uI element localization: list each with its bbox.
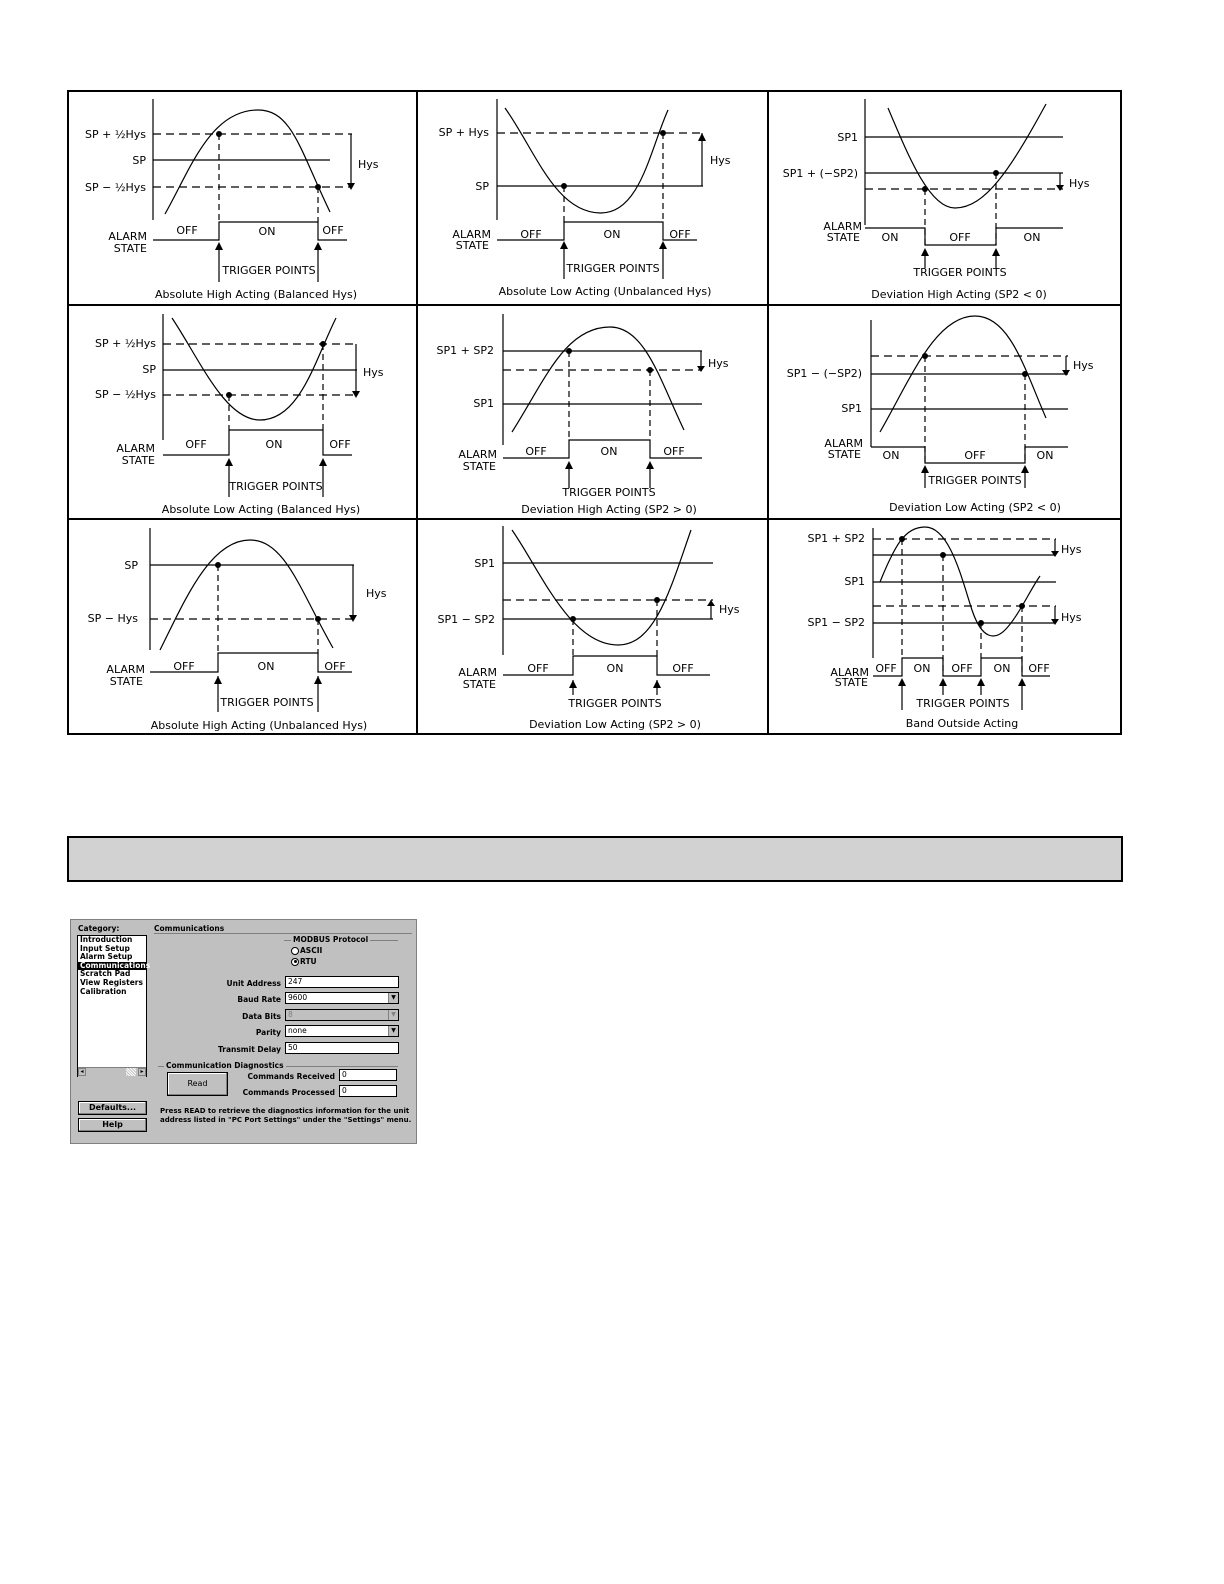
diagram-3-label: Hys <box>1069 177 1090 190</box>
diagram-8-label: Hys <box>719 603 740 616</box>
diagram-9-label: SP1 − SP2 <box>807 616 865 629</box>
diagram-7-label: OFF <box>173 660 195 673</box>
rtu-option[interactable] <box>291 957 317 966</box>
diagram-9-label: ALARM <box>830 666 869 679</box>
baud-rate-label: Baud Rate <box>237 995 281 1004</box>
diagram-6-label: ON <box>1036 449 1054 462</box>
diagram-6-label: ON <box>882 449 900 462</box>
radio-selected-icon[interactable] <box>291 958 299 966</box>
scroll-right-icon[interactable]: ▸ <box>138 1068 146 1076</box>
panel-divider <box>154 933 412 934</box>
diagram-1-label: OFF <box>176 224 198 237</box>
data-bits-value: 8 <box>288 1010 293 1019</box>
diagram-9-label: ON <box>993 662 1011 675</box>
data-bits-label: Data Bits <box>242 1012 281 1021</box>
diagram-4-caption: Absolute Low Acting (Balanced Hys) <box>161 503 361 516</box>
diagram-5-label: TRIGGER POINTS <box>562 486 656 499</box>
diagram-9-label: Hys <box>1061 543 1082 556</box>
scroll-left-icon[interactable]: ◂ <box>78 1068 86 1076</box>
diagram-3-label: ALARM <box>823 220 862 233</box>
diagram-5-label: STATE <box>462 460 496 473</box>
diagram-3-label: TRIGGER POINTS <box>913 266 1007 279</box>
diagram-2-label: OFF <box>669 228 691 241</box>
help-button[interactable]: Help <box>78 1118 147 1132</box>
commands-processed-label: Commands Processed <box>242 1088 335 1097</box>
category-label: Category: <box>78 924 120 933</box>
diagram-9-caption: Band Outside Acting <box>905 717 1019 730</box>
diagram-4-label: ON <box>265 438 283 451</box>
diagram-5-caption: Deviation High Acting (SP2 > 0) <box>521 503 697 516</box>
diagram-1-label: TRIGGER POINTS <box>222 264 316 277</box>
diagram-1-label: ALARM <box>108 230 147 243</box>
category-item-input-setup[interactable]: Input Setup <box>80 943 130 953</box>
diagram-3-label: ON <box>881 231 899 244</box>
diagram-8-label: TRIGGER POINTS <box>568 697 662 710</box>
diagram-5-label: Hys <box>708 357 729 370</box>
chevron-down-icon[interactable]: ▼ <box>388 993 398 1003</box>
parity-value: none <box>288 1026 307 1035</box>
diagnostics-group-label: Communication Diagnostics <box>166 1061 284 1070</box>
diagram-2-label: ON <box>603 228 621 241</box>
diagram-3-caption: Deviation High Acting (SP2 < 0) <box>871 288 1047 301</box>
diagram-3-label: SP1 + (−SP2) <box>782 167 858 180</box>
transmit-delay-label: Transmit Delay <box>217 1045 281 1054</box>
diagram-3-label: OFF <box>949 231 971 244</box>
diagram-5-label: ON <box>600 445 618 458</box>
diagram-8-label: ALARM <box>458 666 497 679</box>
diagram-1-label: SP <box>132 154 146 167</box>
diagram-7-label: OFF <box>324 660 346 673</box>
category-item-communications[interactable]: Communications <box>80 960 151 970</box>
transmit-delay-input[interactable]: 50 <box>285 1042 399 1054</box>
commands-processed-field: 0 <box>339 1085 397 1097</box>
diagram-9-label: Hys <box>1061 611 1082 624</box>
diagram-7-label: ALARM <box>106 663 145 676</box>
parity-label: Parity <box>255 1028 281 1037</box>
diagram-5-label: SP1 + SP2 <box>436 344 494 357</box>
diagram-1-caption: Absolute High Acting (Balanced Hys) <box>155 288 357 301</box>
data-bits-select[interactable] <box>285 1009 399 1021</box>
diagram-2-caption: Absolute Low Acting (Unbalanced Hys) <box>498 285 712 298</box>
diagram-4-label: OFF <box>185 438 207 451</box>
category-list[interactable] <box>77 935 151 1077</box>
diagram-6-label: SP1 − (−SP2) <box>786 367 862 380</box>
diagram-4-label: TRIGGER POINTS <box>229 480 323 493</box>
modbus-group-label: MODBUS Protocol <box>293 935 369 944</box>
info-text-line-1: Press READ to retrieve the diagnostics information for the unit <box>160 1107 410 1115</box>
scroll-thumb[interactable] <box>126 1068 136 1076</box>
diagram-3-label: STATE <box>826 231 860 244</box>
read-button[interactable]: Read <box>167 1072 228 1096</box>
alarm-action-diagrams <box>0 0 1224 760</box>
baud-rate-value: 9600 <box>288 993 308 1002</box>
ascii-label: ASCII <box>300 946 323 955</box>
diagram-8-label: SP1 <box>474 557 495 570</box>
diagram-9-label: SP1 <box>844 575 865 588</box>
communications-dialog <box>70 919 417 1144</box>
diagram-9-label: STATE <box>834 676 868 689</box>
diagram-7-label: Hys <box>366 587 387 600</box>
diagram-1-label: SP + ½Hys <box>85 128 146 141</box>
diagram-4-label: STATE <box>121 454 155 467</box>
diagram-7-caption: Absolute High Acting (Unbalanced Hys) <box>150 719 368 732</box>
diagram-2-label: STATE <box>455 239 489 252</box>
diagram-4-label: SP + ½Hys <box>95 337 156 350</box>
unit-address-label: Unit Address <box>226 979 281 988</box>
diagram-5-label: OFF <box>525 445 547 458</box>
diagram-1-label: ON <box>258 225 276 238</box>
diagram-3-label: SP1 <box>837 131 858 144</box>
diagram-1-label: STATE <box>113 242 147 255</box>
diagram-8-label: OFF <box>672 662 694 675</box>
diagram-4-label: Hys <box>363 366 384 379</box>
diagram-2-label: SP <box>475 180 489 193</box>
category-item-introduction[interactable]: Introduction <box>80 935 133 944</box>
commands-received-label: Commands Received <box>247 1072 335 1081</box>
diagram-7-label: SP − Hys <box>87 612 138 625</box>
diagram-7-label: ON <box>257 660 275 673</box>
diagram-7-label: TRIGGER POINTS <box>220 696 314 709</box>
diagram-6-label: ALARM <box>824 437 863 450</box>
diagram-9-label: OFF <box>951 662 973 675</box>
commands-received-field: 0 <box>339 1069 397 1081</box>
diagram-2-label: ALARM <box>452 228 491 241</box>
parity-select[interactable] <box>285 1025 399 1037</box>
unit-address-input[interactable]: 247 <box>285 976 399 988</box>
diagram-7-label: STATE <box>109 675 143 688</box>
category-item-scratch-pad[interactable]: Scratch Pad <box>80 969 131 979</box>
diagram-9-label: TRIGGER POINTS <box>916 697 1010 710</box>
diagram-5-label: ALARM <box>458 448 497 461</box>
diagram-4-label: ALARM <box>116 442 155 455</box>
category-item-calibration[interactable]: Calibration <box>80 986 127 996</box>
diagram-4-label: SP − ½Hys <box>95 388 156 401</box>
diagram-5-label: OFF <box>663 445 685 458</box>
diagram-4-label: SP <box>142 363 156 376</box>
diagram-8-label: SP1 − SP2 <box>437 613 495 626</box>
diagram-1-label: OFF <box>322 224 344 237</box>
section-header-bar <box>67 836 1123 882</box>
diagram-9-label: OFF <box>875 662 897 675</box>
diagram-1-label: SP − ½Hys <box>85 181 146 194</box>
radio-icon[interactable] <box>291 947 299 955</box>
diagram-8-label: STATE <box>462 678 496 691</box>
diagram-9-label: SP1 + SP2 <box>807 532 865 545</box>
diagram-9-label: ON <box>913 662 931 675</box>
diagram-3-label: ON <box>1023 231 1041 244</box>
diagram-9-label: OFF <box>1028 662 1050 675</box>
defaults-button[interactable]: Defaults... <box>78 1101 147 1115</box>
chevron-down-icon[interactable]: ▼ <box>388 1026 398 1036</box>
diagram-8-label: OFF <box>527 662 549 675</box>
diagram-4-label: OFF <box>329 438 351 451</box>
diagram-8-caption: Deviation Low Acting (SP2 > 0) <box>529 718 701 731</box>
diagram-2-label: SP + Hys <box>438 126 489 139</box>
diagram-5-label: SP1 <box>473 397 494 410</box>
diagram-6-label: SP1 <box>841 402 862 415</box>
diagram-6-caption: Deviation Low Acting (SP2 < 0) <box>889 501 1061 514</box>
diagram-6-label: STATE <box>827 448 861 461</box>
diagram-2-label: Hys <box>710 154 731 167</box>
diagram-1-label: Hys <box>358 158 379 171</box>
diagram-6-label: OFF <box>964 449 986 462</box>
diagram-6-label: TRIGGER POINTS <box>928 474 1022 487</box>
info-text-line-2: address listed in "PC Port Settings" under the "Settings" menu. <box>160 1116 412 1124</box>
diagram-2-label: OFF <box>520 228 542 241</box>
category-scrollbar[interactable] <box>78 1067 146 1077</box>
diagram-6-label: Hys <box>1073 359 1094 372</box>
diagram-7-label: SP <box>124 559 138 572</box>
rtu-label: RTU <box>300 957 317 966</box>
baud-rate-select[interactable] <box>285 992 399 1004</box>
diagram-2-label: TRIGGER POINTS <box>566 262 660 275</box>
panel-title: Communications <box>154 924 225 933</box>
category-item-alarm-setup[interactable]: Alarm Setup <box>80 952 133 962</box>
ascii-option[interactable] <box>291 946 322 955</box>
category-item-view-registers[interactable]: View Registers <box>80 977 143 987</box>
chevron-down-icon[interactable]: ▼ <box>388 1010 398 1020</box>
diagram-8-label: ON <box>606 662 624 675</box>
